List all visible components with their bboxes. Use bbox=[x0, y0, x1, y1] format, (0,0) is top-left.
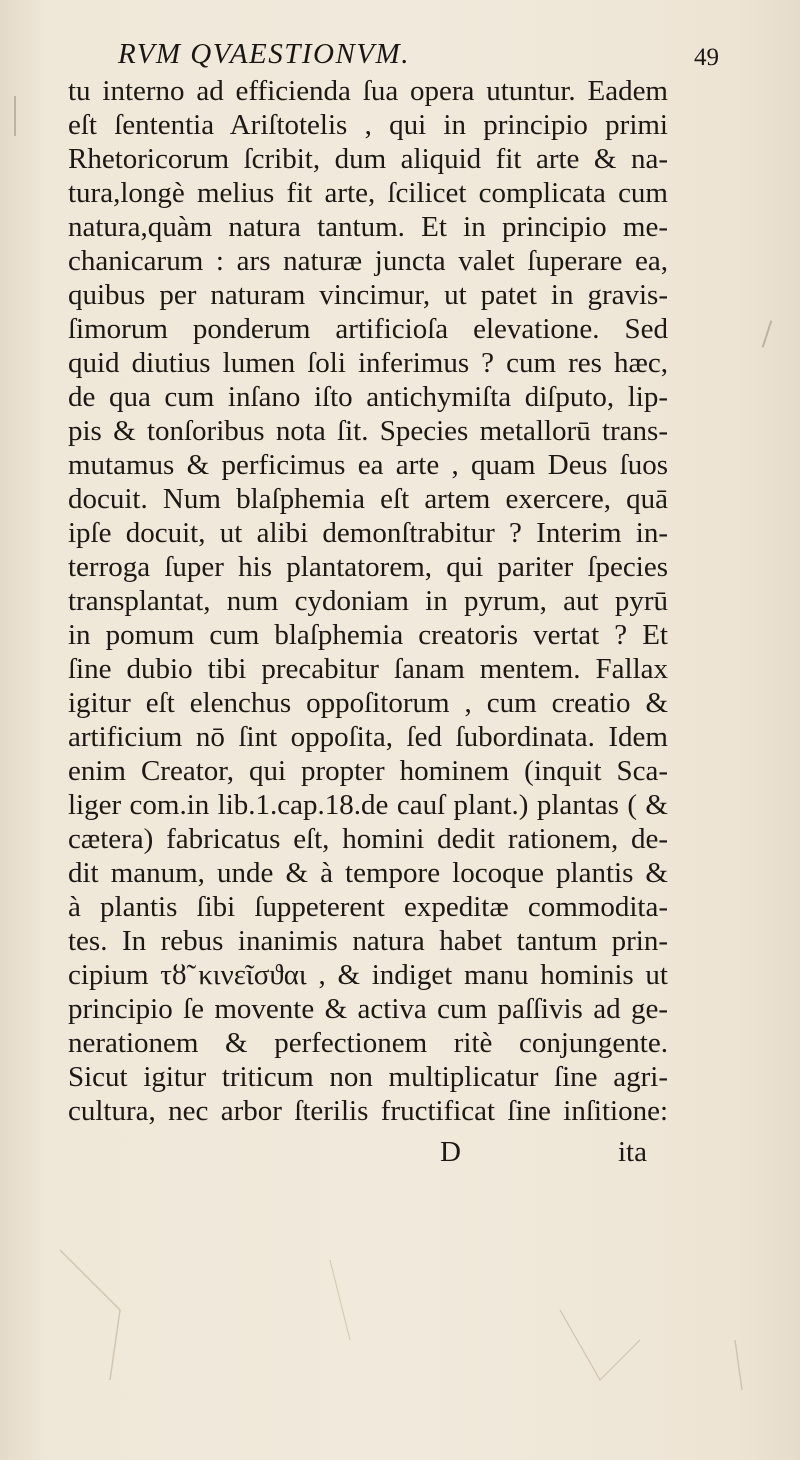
text-line: enim Creator, qui propter hominem (inquit Sca- bbox=[68, 755, 668, 787]
text-line: terroga ſuper his plantatorem, qui pariter ſpecies bbox=[68, 551, 668, 583]
text-line: Rhetoricorum ſcribit, dum aliquid fit arte & na- bbox=[68, 143, 668, 175]
crease-line bbox=[560, 1310, 640, 1380]
text-line: ſine dubio tibi precabitur ſanam mentem. Fallax bbox=[68, 653, 668, 685]
crease-line bbox=[60, 1250, 120, 1380]
text-line: liger com.in lib.1.cap.18.de cauſ plant.) plantas ( & bbox=[68, 789, 668, 821]
text-line: cætera) fabricatus eſt, homini dedit rationem, de- bbox=[68, 823, 668, 855]
crease-line bbox=[735, 1340, 742, 1390]
footer-line bbox=[0, 1136, 800, 1176]
text-line: in pomum cum blaſphemia creatoris vertat ? Et bbox=[68, 619, 668, 651]
margin-stain bbox=[762, 320, 773, 347]
running-head bbox=[0, 30, 800, 74]
text-line: principio ſe movente & activa cum paſſivis ad ge- bbox=[68, 993, 668, 1025]
crease-line bbox=[330, 1260, 350, 1340]
text-line: natura,quàm natura tantum. Et in principio me- bbox=[68, 211, 668, 243]
text-line: quibus per naturam vincimur, ut patet in gravis- bbox=[68, 279, 668, 311]
text-line: docuit. Num blaſphemia eſt artem exercere, quā bbox=[68, 483, 668, 515]
text-line: ſimorum ponderum artificioſa elevatione. Sed bbox=[68, 313, 668, 345]
text-line: cipium τȣ̃ κινεῖσϑαι , & indiget manu hominis ut bbox=[68, 959, 668, 991]
text-line: de qua cum inſano iſto antichymiſta diſputo, lip- bbox=[68, 381, 668, 413]
text-line: Sicut igitur triticum non multiplicatur ſine agri- bbox=[68, 1061, 668, 1093]
text-line: à plantis ſibi ſuppeterent expeditæ commodita- bbox=[68, 891, 668, 923]
text-line: transplantat, num cydoniam in pyrum, aut pyrū bbox=[68, 585, 668, 617]
running-title: RVM QVAESTIONVM. bbox=[118, 38, 410, 70]
text-line: pis & tonſoribus nota ſit. Species metallorū trans- bbox=[68, 415, 668, 447]
text-line: tu interno ad efficienda ſua opera utuntur. Eadem bbox=[68, 75, 668, 107]
text-line: tura,longè melius fit arte, ſcilicet complicata cum bbox=[68, 177, 668, 209]
margin-stain bbox=[14, 96, 16, 136]
text-line: nerationem & perfectionem ritè conjungente. bbox=[68, 1027, 668, 1059]
text-line: artificium nō ſint oppoſita, ſed ſubordinata. Idem bbox=[68, 721, 668, 753]
paper-crease-marks bbox=[0, 1190, 800, 1460]
text-line: mutamus & perficimus ea arte , quam Deus ſuos bbox=[68, 449, 668, 481]
text-line: dit manum, unde & à tempore locoque plantis & bbox=[68, 857, 668, 889]
text-line: igitur eſt elenchus oppoſitorum , cum creatio & bbox=[68, 687, 668, 719]
text-line: quid diutius lumen ſoli inferimus ? cum res hæc, bbox=[68, 347, 668, 379]
text-line: cultura, nec arbor ſterilis fructificat ſine inſitione: bbox=[68, 1095, 668, 1127]
text-line: ipſe docuit, ut alibi demonſtrabitur ? Interim in- bbox=[68, 517, 668, 549]
page-number: 49 bbox=[694, 44, 719, 71]
text-line: tes. In rebus inanimis natura habet tantum prin- bbox=[68, 925, 668, 957]
catchword: ita bbox=[618, 1136, 647, 1168]
text-line: chanicarum : ars naturæ juncta valet ſuperare ea, bbox=[68, 245, 668, 277]
text-line: eſt ſententia Ariſtotelis , qui in principio primi bbox=[68, 109, 668, 141]
signature-mark: D bbox=[440, 1136, 461, 1168]
